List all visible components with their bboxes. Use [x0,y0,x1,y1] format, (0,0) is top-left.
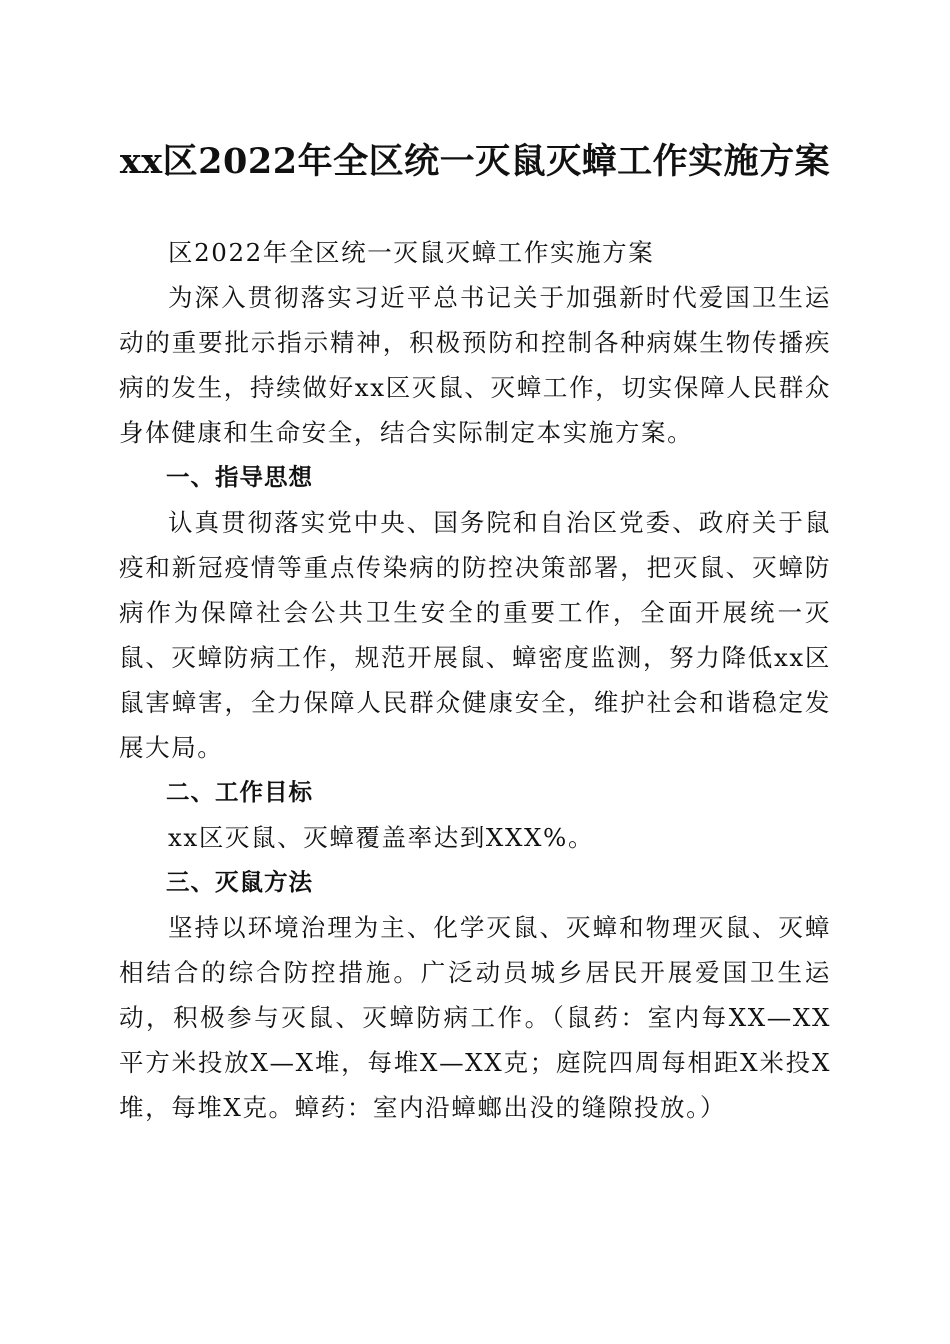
document-subtitle: 区2022年全区统一灭鼠灭蟑工作实施方案 [168,238,655,267]
section-heading-work-goal: 二、工作目标 [166,778,313,806]
section-heading-rodent-control-method: 三、灭鼠方法 [166,868,313,896]
document-body [119,230,831,1130]
document-title: xx区2022年全区统一灭鼠灭蟑工作实施方案 [119,141,831,182]
section-paragraph-guiding-ideology: 认真贯彻落实党中央、国务院和自治区党委、政府关于鼠疫和新冠疫情等重点传染病的防控决策部署，把灭鼠、灭蟑防病作为保障社会公共卫生安全的重要工作，全面开展统一灭鼠、灭蟑防病工作，规范开展鼠、蟑密度监测，努力降低xx区鼠害蟑害，全力保障人民群众健康安全，维护社会和谐稳定发展大局。 [119,508,831,762]
intro-paragraph: 为深入贯彻落实习近平总书记关于加强新时代爱国卫生运动的重要批示指示精神，积极预防和控制各种病媒生物传播疾病的发生，持续做好xx区灭鼠、灭蟑工作，切实保障人民群众身体健康和生命安全，结合实际制定本实施方案。 [119,283,831,447]
section-paragraph-rodent-control-method: 坚持以环境治理为主、化学灭鼠、灭蟑和物理灭鼠、灭蟑相结合的综合防控措施。广泛动员城乡居民开展爱国卫生运动，积极参与灭鼠、灭蟑防病工作。（鼠药：室内每XX—XX平方米投放X—X堆，每堆X—XX克；庭院四周每相距X米投X堆，每堆X克。蟑药：室内沿蟑螂出没的缝隙投放。） [119,913,831,1122]
section-heading-guiding-ideology: 一、指导思想 [166,463,313,491]
section-paragraph-work-goal: xx区灭鼠、灭蟑覆盖率达到XXX%。 [168,823,595,852]
